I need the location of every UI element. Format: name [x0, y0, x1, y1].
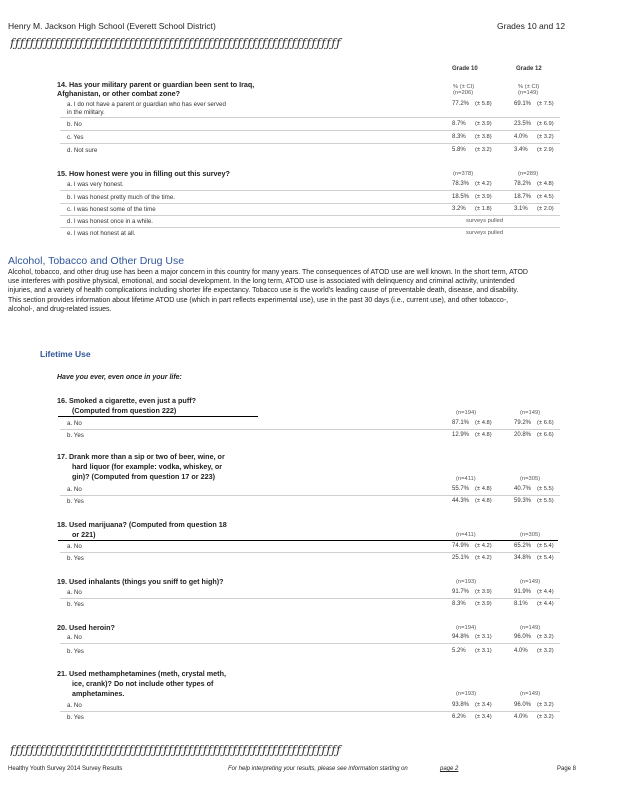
question-18-cont: or 221): [72, 530, 96, 539]
q20-g10-n: (n=194): [456, 625, 477, 631]
q20-option-a: a. No: [67, 634, 82, 641]
q15-g12-n: (n=289): [518, 171, 539, 177]
q19-g10-n: (n=193): [456, 579, 477, 585]
q18-a-g12-ci: (± 5.4): [537, 543, 554, 549]
q16-option-b: b. Yes: [67, 432, 84, 439]
q14-c-g10-ci: (± 3.8): [475, 134, 492, 140]
q21-b-g12-ci: (± 3.2): [537, 714, 554, 720]
q15-a-g10: 78.3%: [452, 181, 470, 187]
q14-g12-n: (n=149): [518, 90, 539, 96]
q16-b-g12-ci: (± 6.6): [537, 432, 554, 438]
row-rule: [60, 190, 560, 191]
question-21: 21. Used methamphetamines (meth, crystal meth,: [57, 669, 226, 678]
q20-b-g12: 4.0%: [514, 648, 528, 654]
row-rule: [60, 495, 560, 496]
q18-a-g10: 74.9%: [452, 543, 470, 549]
q19-b-g10-ci: (± 3.9): [475, 601, 492, 607]
row-rule: [60, 215, 560, 216]
q14-g12-header: % (± CI): [518, 84, 540, 90]
q17-b-g10: 44.3%: [452, 498, 470, 504]
row-rule: [60, 203, 560, 204]
q20-a-g12-ci: (± 3.2): [537, 634, 554, 640]
row-rule: [60, 130, 560, 131]
question-20: 20. Used heroin?: [57, 623, 115, 632]
q14-a-g12-ci: (± 7.5): [537, 101, 554, 107]
q15-a-g10-ci: (± 4.2): [475, 181, 492, 187]
q15-option-a: a. I was very honest.: [67, 181, 124, 188]
question-rule: [58, 540, 558, 541]
q15-c-g10-ci: (± 1.8): [475, 206, 492, 212]
row-rule: [60, 117, 560, 118]
q21-b-g10-ci: (± 3.4): [475, 714, 492, 720]
q16-a-g10-ci: (± 4.8): [475, 420, 492, 426]
q15-d-pulled: surveys pulled: [466, 218, 504, 224]
q21-b-g10: 6.2%: [452, 714, 466, 720]
q15-b-g10: 18.5%: [452, 194, 470, 200]
q16-option-a: a. No: [67, 420, 82, 427]
q16-b-g10-ci: (± 4.8): [475, 432, 492, 438]
q20-a-g12: 96.0%: [514, 634, 532, 640]
q21-g10-n: (n=193): [456, 691, 477, 697]
question-14: 14. Has your military parent or guardian been sent to Iraq, Afghanistan, or other combat zone?: [57, 80, 255, 98]
question-16-cont: (Computed from question 222): [72, 406, 177, 415]
q20-b-g10-ci: (± 3.1): [475, 648, 492, 654]
q19-b-g12-ci: (± 4.4): [537, 601, 554, 607]
q17-option-a: a. No: [67, 486, 82, 493]
q14-c-g12-ci: (± 3.2): [537, 134, 554, 140]
q21-option-b: b. Yes: [67, 714, 84, 721]
row-rule: [60, 598, 560, 599]
q14-option-c: c. Yes: [67, 134, 84, 141]
section-intro: Alcohol, tobacco, and other drug use has been a major concern in this country for many years. The consequences of ATOD use are well known. In the short term, ATOD use interferes with positive physical, emotional, and social development. In the long term, ATOD use is associated with delinquency and criminal activity, unintended injuries, and a variety of health complications including shorter life expectancy. Tobacco use is the world's leading cause of preventable death, disease, and disability. This section provides information about lifetime ATOD use (which in part reflects experimental use), use in the past 30 days (i.e., current use), and other tobacco-, alcohol-, and drug-related issues.: [8, 269, 528, 313]
q14-c-g10: 8.3%: [452, 134, 466, 140]
q18-b-g12: 34.8%: [514, 555, 532, 561]
q19-a-g12-ci: (± 4.4): [537, 589, 554, 595]
q16-b-g12: 20.8%: [514, 432, 532, 438]
q15-b-g12-ci: (± 4.5): [537, 194, 554, 200]
row-rule: [60, 552, 560, 553]
q20-g12-n: (n=149): [520, 625, 541, 631]
question-19: 19. Used inhalants (things you sniff to get high)?: [57, 577, 224, 586]
q20-option-b: b. Yes: [67, 648, 84, 655]
q17-a-g10: 55.7%: [452, 486, 470, 492]
question-17-cont2: gin)? (Computed from question 17 or 223): [72, 472, 215, 481]
row-rule: [60, 643, 560, 644]
question-16: 16. Smoked a cigarette, even just a puff?: [57, 396, 197, 405]
q16-g12-n: (n=149): [520, 410, 541, 416]
top-divider: ƒƒƒƒƒƒƒƒƒƒƒƒƒƒƒƒƒƒƒƒƒƒƒƒƒƒƒƒƒƒƒƒƒƒƒƒƒƒƒƒƒƒƒƒƒƒƒƒƒƒƒƒƒƒƒƒƒƒƒƒƒƒƒƒƒƒƒ: [10, 36, 342, 50]
q15-c-g12-ci: (± 2.0): [537, 206, 554, 212]
q19-b-g10: 8.3%: [452, 601, 466, 607]
q18-b-g10: 25.1%: [452, 555, 470, 561]
subsection-title: Lifetime Use: [40, 349, 91, 359]
footer-page-link[interactable]: page 2: [440, 766, 459, 772]
q14-b-g12-ci: (± 6.9): [537, 121, 554, 127]
question-17-cont: hard liquor (for example: vodka, whiskey, or: [72, 462, 223, 471]
q16-b-g10: 12.9%: [452, 432, 470, 438]
q14-option-d: d. Not sure: [67, 147, 98, 154]
question-21-cont: ice, crank)? Do not include other types of: [72, 679, 214, 688]
q17-g10-n: (n=411): [456, 476, 476, 482]
q16-g10-n: (n=194): [456, 410, 477, 416]
q14-d-g12: 3.4%: [514, 147, 528, 153]
q14-a-g10-ci: (± 5.8): [475, 101, 492, 107]
q14-d-g10-ci: (± 3.2): [475, 147, 492, 153]
page-number: Page 8: [557, 766, 577, 772]
grade10-header: Grade 10: [452, 66, 478, 72]
q19-g12-n: (n=149): [520, 579, 541, 585]
question-21-cont2: amphetamines.: [72, 689, 125, 698]
q15-option-d: d. I was honest once in a while.: [67, 218, 153, 225]
q14-d-g12-ci: (± 2.9): [537, 147, 554, 153]
q15-option-e: e. I was not honest at all.: [67, 230, 136, 237]
footer-help-text: For help interpreting your results, please see information starting on: [228, 766, 408, 772]
q14-option-b: b. No: [67, 121, 82, 128]
q16-a-g10: 87.1%: [452, 420, 470, 426]
q15-c-g12: 3.1%: [514, 206, 528, 212]
q18-a-g10-ci: (± 4.2): [475, 543, 492, 549]
q14-option-a-cont: in the military.: [67, 109, 105, 116]
q21-a-g12: 96.0%: [514, 702, 532, 708]
q14-a-g12: 69.1%: [514, 101, 532, 107]
row-rule: [60, 711, 560, 712]
q17-b-g12-ci: (± 5.5): [537, 498, 554, 504]
q15-c-g10: 3.2%: [452, 206, 466, 212]
q19-option-a: a. No: [67, 589, 82, 596]
q20-a-g10-ci: (± 3.1): [475, 634, 492, 640]
question-rule: [58, 416, 258, 417]
grade12-header: Grade 12: [516, 66, 542, 72]
q15-option-b: b. I was honest pretty much of the time.: [67, 194, 175, 201]
q17-option-b: b. Yes: [67, 498, 84, 505]
q15-option-c: c. I was honest some of the time: [67, 206, 156, 213]
q15-b-g12: 18.7%: [514, 194, 532, 200]
q20-b-g12-ci: (± 3.2): [537, 648, 554, 654]
q19-option-b: b. Yes: [67, 601, 84, 608]
question-15: 15. How honest were you in filling out this survey?: [57, 169, 230, 178]
row-rule: [60, 429, 560, 430]
q17-a-g12-ci: (± 5.5): [537, 486, 554, 492]
row-rule: [60, 143, 560, 144]
question-18: 18. Used marijuana? (Computed from question 18: [57, 520, 227, 529]
q14-option-a: a. I do not have a parent or guardian who has ever served: [67, 101, 226, 108]
q14-c-g12: 4.0%: [514, 134, 528, 140]
school-name: Henry M. Jackson High School (Everett School District): [8, 21, 216, 31]
q15-g10-n: (n=378): [453, 171, 474, 177]
q21-a-g10-ci: (± 3.4): [475, 702, 492, 708]
q20-a-g10: 94.8%: [452, 634, 470, 640]
q21-a-g12-ci: (± 3.2): [537, 702, 554, 708]
q20-b-g10: 5.2%: [452, 648, 466, 654]
q18-option-a: a. No: [67, 543, 82, 550]
q19-a-g12: 91.9%: [514, 589, 532, 595]
q18-a-g12: 65.2%: [514, 543, 532, 549]
q17-a-g12: 40.7%: [514, 486, 532, 492]
q18-b-g12-ci: (± 5.4): [537, 555, 554, 561]
q16-a-g12-ci: (± 6.6): [537, 420, 554, 426]
q15-e-pulled: surveys pulled: [466, 230, 504, 236]
row-rule: [60, 227, 560, 228]
q14-b-g10: 8.7%: [452, 121, 466, 127]
q17-g12-n: (n=305): [520, 476, 541, 482]
grades-label: Grades 10 and 12: [497, 21, 566, 31]
q14-g10-n: (n=206): [453, 90, 474, 96]
q15-b-g10-ci: (± 3.9): [475, 194, 492, 200]
q17-a-g10-ci: (± 4.8): [475, 486, 492, 492]
q17-b-g12: 59.3%: [514, 498, 532, 504]
question-17: 17. Drank more than a sip or two of beer, wine, or: [57, 452, 225, 461]
section-title: Alcohol, Tobacco and Other Drug Use: [8, 255, 185, 267]
footer-survey-title: Healthy Youth Survey 2014 Survey Results: [8, 766, 123, 772]
lead-question: Have you ever, even once in your life:: [57, 374, 182, 381]
q18-b-g10-ci: (± 4.2): [475, 555, 492, 561]
q19-a-g10: 91.7%: [452, 589, 470, 595]
q15-a-g12-ci: (± 4.8): [537, 181, 554, 187]
q14-a-g10: 77.2%: [452, 101, 470, 107]
q15-a-g12: 78.2%: [514, 181, 532, 187]
q18-g12-n: (n=305): [520, 532, 541, 538]
q14-b-g10-ci: (± 3.9): [475, 121, 492, 127]
q18-option-b: b. Yes: [67, 555, 84, 562]
q14-b-g12: 23.5%: [514, 121, 532, 127]
q19-b-g12: 8.1%: [514, 601, 528, 607]
q21-option-a: a. No: [67, 702, 82, 709]
q21-a-g10: 93.8%: [452, 702, 470, 708]
q17-b-g10-ci: (± 4.8): [475, 498, 492, 504]
q19-a-g10-ci: (± 3.9): [475, 589, 492, 595]
q14-d-g10: 5.8%: [452, 147, 466, 153]
q18-g10-n: (n=411): [456, 532, 476, 538]
q21-b-g12: 4.0%: [514, 714, 528, 720]
q16-a-g12: 79.2%: [514, 420, 532, 426]
q14-g10-header: % (± CI): [453, 84, 475, 90]
q21-g12-n: (n=149): [520, 691, 541, 697]
bottom-divider: ƒƒƒƒƒƒƒƒƒƒƒƒƒƒƒƒƒƒƒƒƒƒƒƒƒƒƒƒƒƒƒƒƒƒƒƒƒƒƒƒƒƒƒƒƒƒƒƒƒƒƒƒƒƒƒƒƒƒƒƒƒƒƒƒƒƒƒ: [10, 743, 342, 757]
